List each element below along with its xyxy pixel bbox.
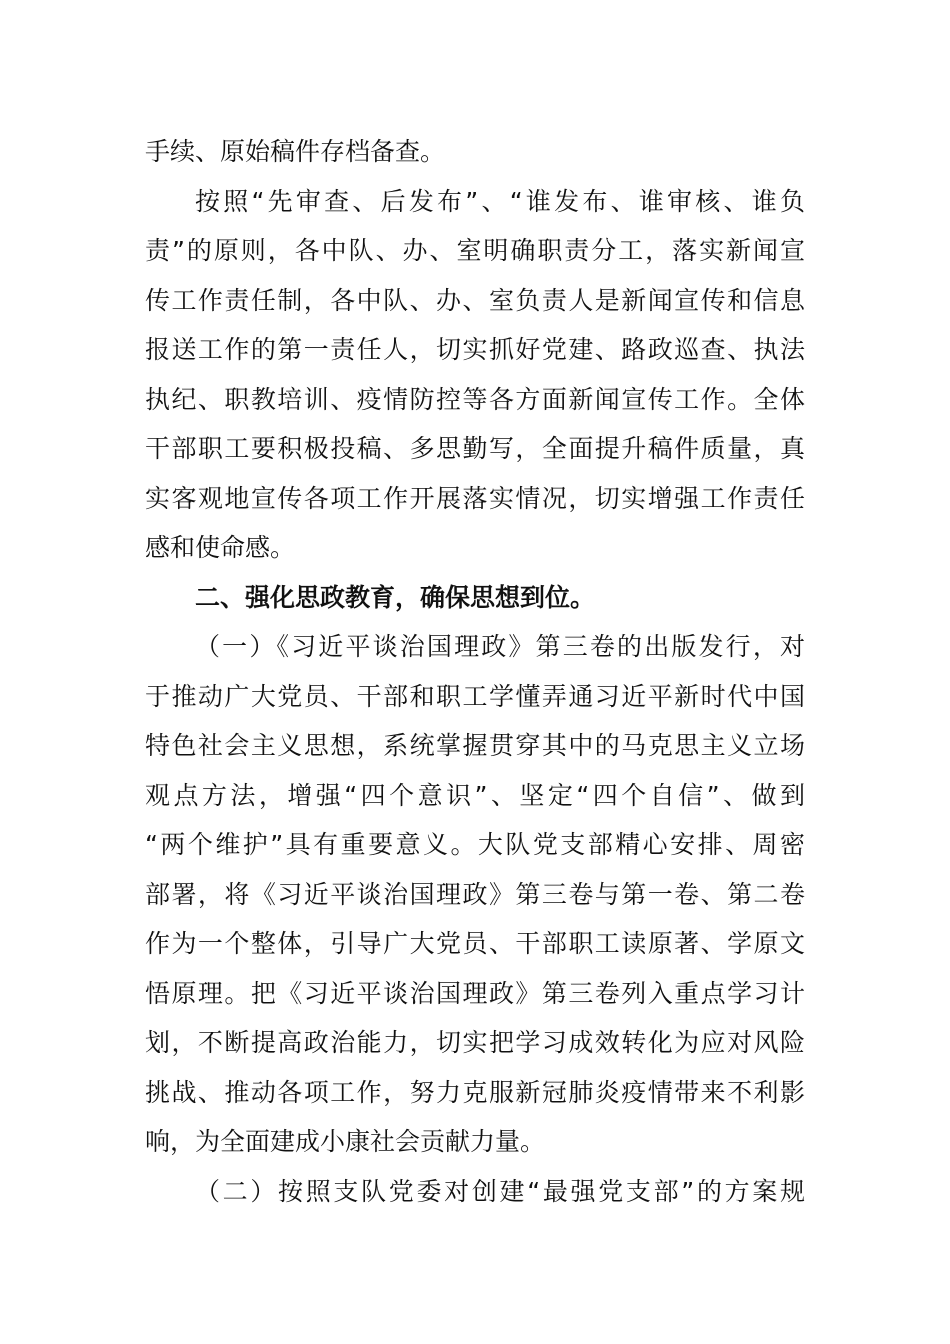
- text-line: 划，不断提高政治能力，切实把学习成效转化为应对风险: [145, 1028, 805, 1057]
- text-line: 特色社会主义思想，系统掌握贯穿其中的马克思主义立场: [145, 731, 805, 760]
- text-line: 报送工作的第一责任人，切实抓好党建、路政巡查、执法: [145, 335, 805, 364]
- text-line: 传工作责任制，各中队、办、室负责人是新闻宣传和信息: [145, 285, 805, 315]
- text-line: 于推动广大党员、干部和职工学懂弄通习近平新时代中国: [145, 681, 805, 711]
- text-line: 作为一个整体，引导广大党员、干部职工读原著、学原文: [145, 929, 805, 958]
- text-line: （一）《习近平谈治国理政》第三卷的出版发行，对: [195, 632, 805, 661]
- text-line: 责”的原则，各中队、办、室明确职责分工，落实新闻宣: [145, 236, 805, 265]
- text-line: 实客观地宣传各项工作开展落实情况，切实增强工作责任: [145, 483, 805, 513]
- section-heading: 二、强化思政教育，确保思想到位。: [195, 582, 596, 612]
- text-line: “两个维护”具有重要意义。大队党支部精心安排、周密: [145, 830, 805, 859]
- text-line: 挑战、推动各项工作，努力克服新冠肺炎疫情带来不利影: [145, 1077, 805, 1107]
- text-line: 响，为全面建成小康社会贡献力量。: [145, 1127, 546, 1156]
- text-line: （二）按照支队党委对创建“最强党支部”的方案规: [195, 1176, 805, 1206]
- text-line: 手续、原始稿件存档备查。: [145, 137, 446, 166]
- text-line: 悟原理。把《习近平谈治国理政》第三卷列入重点学习计: [145, 978, 805, 1008]
- text-line: 观点方法，增强“四个意识”、坚定“四个自信”、做到: [145, 780, 805, 810]
- text-line: 部署，将《习近平谈治国理政》第三卷与第一卷、第二卷: [145, 879, 805, 909]
- text-line: 干部职工要积极投稿、多思勤写，全面提升稿件质量，真: [145, 434, 805, 463]
- text-line: 按照“先审查、后发布”、“谁发布、谁审核、谁负: [195, 186, 805, 216]
- text-line: 执纪、职教培训、疫情防控等各方面新闻宣传工作。全体: [145, 384, 805, 414]
- text-line: 感和使命感。: [145, 533, 296, 562]
